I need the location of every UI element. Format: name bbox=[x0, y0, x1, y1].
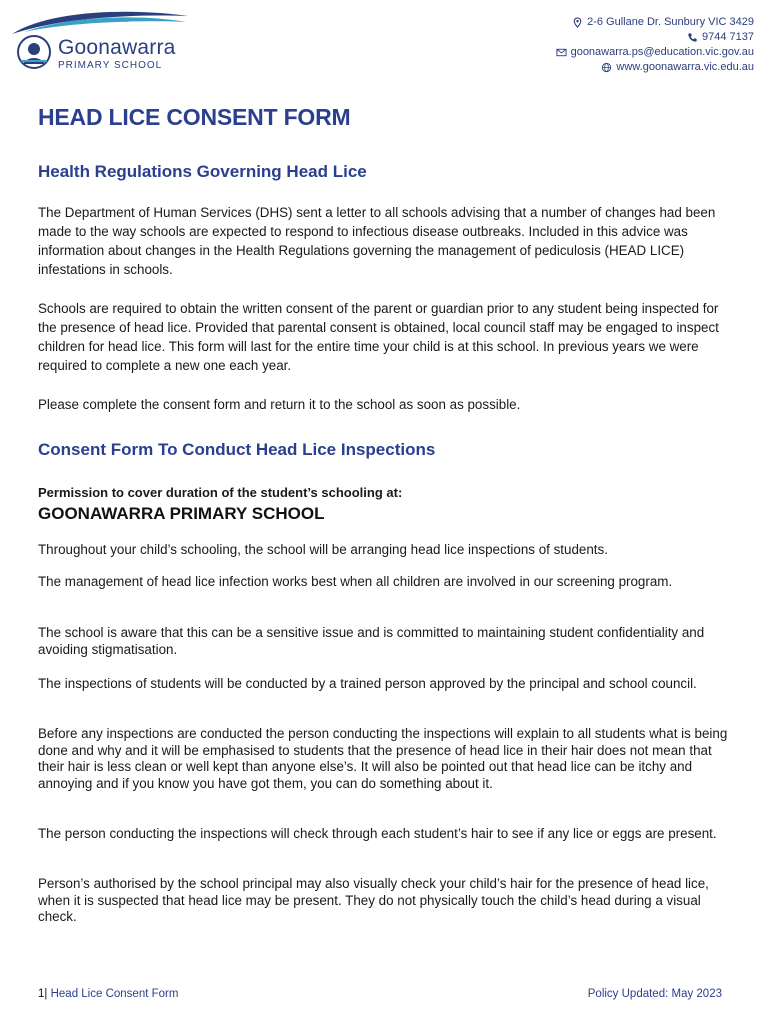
paragraph-complete-form: Please complete the consent form and return it to the school as soon as possible. bbox=[38, 397, 521, 412]
paragraph-before-inspections: Before any inspections are conducted the person conducting the inspections will explain to all students what is being done and why and it will be emphasised to students that the presence of head lice in their hair does not mean that their hair is less clean or well kept than anyone else’s. It will also be pointed out that head lice can be itchy and annoying and if you know you have got them, you can do something about it. bbox=[38, 726, 728, 791]
footer-policy-updated: Policy Updated: May 2023 bbox=[587, 988, 722, 1000]
paragraph-check-hair: The person conducting the inspections will check through each student’s hair to see if any lice or eggs are present. bbox=[38, 826, 717, 841]
email-row bbox=[556, 45, 754, 60]
document-body bbox=[38, 104, 738, 924]
location-pin-icon bbox=[572, 17, 583, 28]
logo-school-subtitle: PRIMARY SCHOOL bbox=[58, 60, 163, 71]
page-title: HEAD LICE CONSENT FORM bbox=[38, 104, 351, 130]
footer-document-name bbox=[38, 988, 178, 1000]
envelope-icon bbox=[556, 47, 567, 58]
paragraph-management: The management of head lice infection works best when all children are involved in our screening program. bbox=[38, 574, 673, 589]
paragraph-arranging: Throughout your child’s schooling, the school will be arranging head lice inspections of students. bbox=[38, 542, 608, 557]
address-text: 2-6 Gullane Dr. Sunbury VIC 3429 bbox=[587, 16, 754, 28]
logo-school-name: Goonawarra bbox=[58, 36, 176, 59]
page-number: 1| bbox=[38, 988, 48, 1000]
address-row bbox=[556, 15, 754, 30]
paragraph-consent-required: Schools are required to obtain the written consent of the parent or guardian prior to any student being inspected for the presence of head lice. Provided that parental consent is obtained, local council staff may be engaged to inspect children for head lice. This form will last for the entire time your child is at this school. In previous years we were required to complete a new one each year. bbox=[38, 301, 719, 373]
website-link[interactable]: www.goonawarra.vic.edu.au bbox=[616, 61, 754, 73]
school-logo bbox=[10, 8, 185, 74]
paragraph-sensitive: The school is aware that this can be a sensitive issue and is committed to maintaining student confidentiality and avoiding stigmatisation. bbox=[38, 625, 705, 657]
permission-label: Permission to cover duration of the student’s schooling at: bbox=[38, 485, 403, 500]
website-row bbox=[556, 60, 754, 75]
school-name-heading: GOONAWARRA PRIMARY SCHOOL bbox=[38, 504, 325, 523]
paragraph-dhs: The Department of Human Services (DHS) sent a letter to all schools advising that a number of changes had been made to the way schools are expected to respond to infectious disease outbreaks. Included in this advice was information about changes in the Health Regulations governing the management of pediculosis (HEAD LICE) infestations in schools. bbox=[38, 205, 716, 277]
contact-details bbox=[556, 15, 754, 75]
globe-icon bbox=[601, 62, 612, 73]
footer-title: Head Lice Consent Form bbox=[50, 988, 179, 1000]
section-heading-consent: Consent Form To Conduct Head Lice Inspections bbox=[38, 440, 436, 459]
phone-icon bbox=[687, 32, 698, 43]
school-crest-icon bbox=[15, 34, 53, 70]
paragraph-visual-check: Person’s authorised by the school principal may also visually check your child’s hair for the presence of head lice, when it is suspected that head lice may be present. They do not physically touch the child’s head during a visual check. bbox=[38, 876, 709, 924]
phone-text: 9744 7137 bbox=[702, 31, 754, 43]
section-heading-regulations: Health Regulations Governing Head Lice bbox=[38, 162, 367, 181]
phone-row bbox=[556, 30, 754, 45]
email-link[interactable]: goonawarra.ps@education.vic.gov.au bbox=[570, 46, 754, 58]
paragraph-trained-person: The inspections of students will be conducted by a trained person approved by the principal and school council. bbox=[38, 676, 697, 691]
